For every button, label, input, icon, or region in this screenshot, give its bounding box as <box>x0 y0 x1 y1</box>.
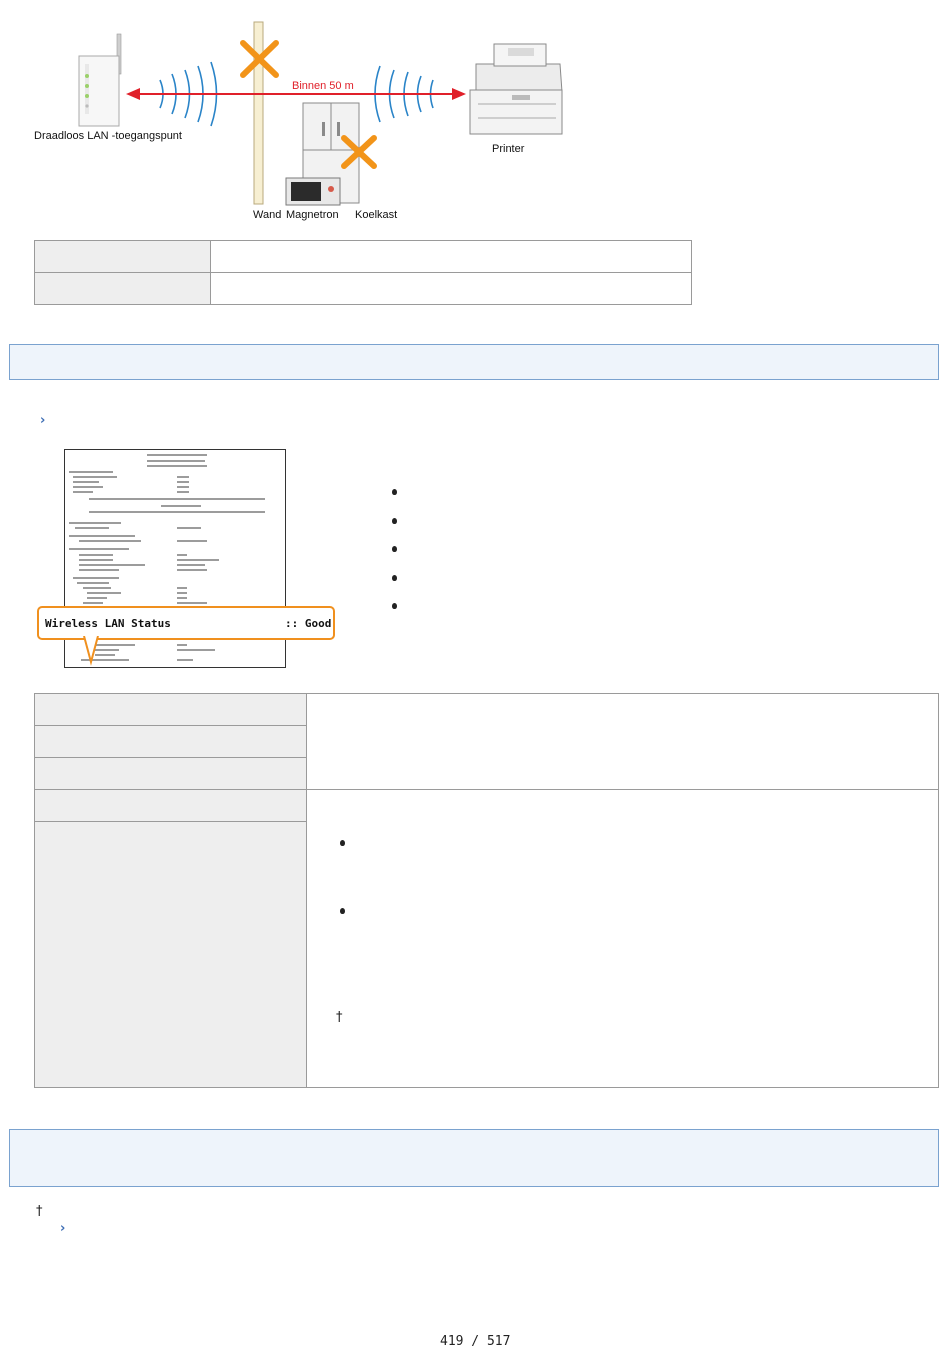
wall-label: Wand <box>253 209 282 221</box>
status-explanation-table <box>34 693 939 1088</box>
table-header-cell <box>35 822 307 1088</box>
table-header-cell <box>35 273 211 305</box>
bullet-icon <box>392 575 397 581</box>
bullet-icon <box>392 546 397 552</box>
printer-label: Printer <box>492 143 525 155</box>
note-dagger-icon: † <box>336 1010 343 1025</box>
table-header-cell <box>35 241 211 273</box>
bullet-icon <box>340 908 345 914</box>
bullet-icon <box>340 840 345 846</box>
bullet-icon <box>392 603 397 609</box>
requirements-table <box>34 240 692 305</box>
table-cell <box>307 790 939 1088</box>
access-point-label: Draadloos LAN -toegangspunt <box>34 130 182 142</box>
table-cell <box>211 273 692 305</box>
bullet-icon <box>392 489 397 495</box>
bullet-icon <box>392 518 397 524</box>
table-cell <box>211 241 692 273</box>
fridge-label: Koelkast <box>355 209 398 221</box>
table-cell <box>307 694 939 790</box>
note-dagger-icon: † <box>36 1204 43 1219</box>
section-header <box>9 1129 939 1187</box>
access-point-icon <box>79 34 121 126</box>
microwave-icon <box>286 178 340 205</box>
wireless-placement-diagram <box>0 0 700 232</box>
wall-icon <box>254 22 263 204</box>
wireless-status-callout <box>37 606 335 640</box>
callout-pointer <box>80 636 104 666</box>
wireless-status-value: :: Good <box>285 617 332 630</box>
table-header-cell <box>35 694 307 726</box>
table-header-cell <box>35 726 307 758</box>
chevron-right-icon[interactable]: › <box>40 413 46 428</box>
distance-label: Binnen 50 m <box>292 80 354 92</box>
wireless-status-label: Wireless LAN Status <box>45 617 171 630</box>
page-number: 419 / 517 <box>440 1334 511 1349</box>
table-header-cell <box>35 758 307 790</box>
printer-icon <box>470 44 562 134</box>
section-header <box>9 344 939 380</box>
table-header-cell <box>35 790 307 822</box>
chevron-right-icon[interactable]: › <box>60 1221 66 1236</box>
microwave-label: Magnetron <box>286 209 339 221</box>
